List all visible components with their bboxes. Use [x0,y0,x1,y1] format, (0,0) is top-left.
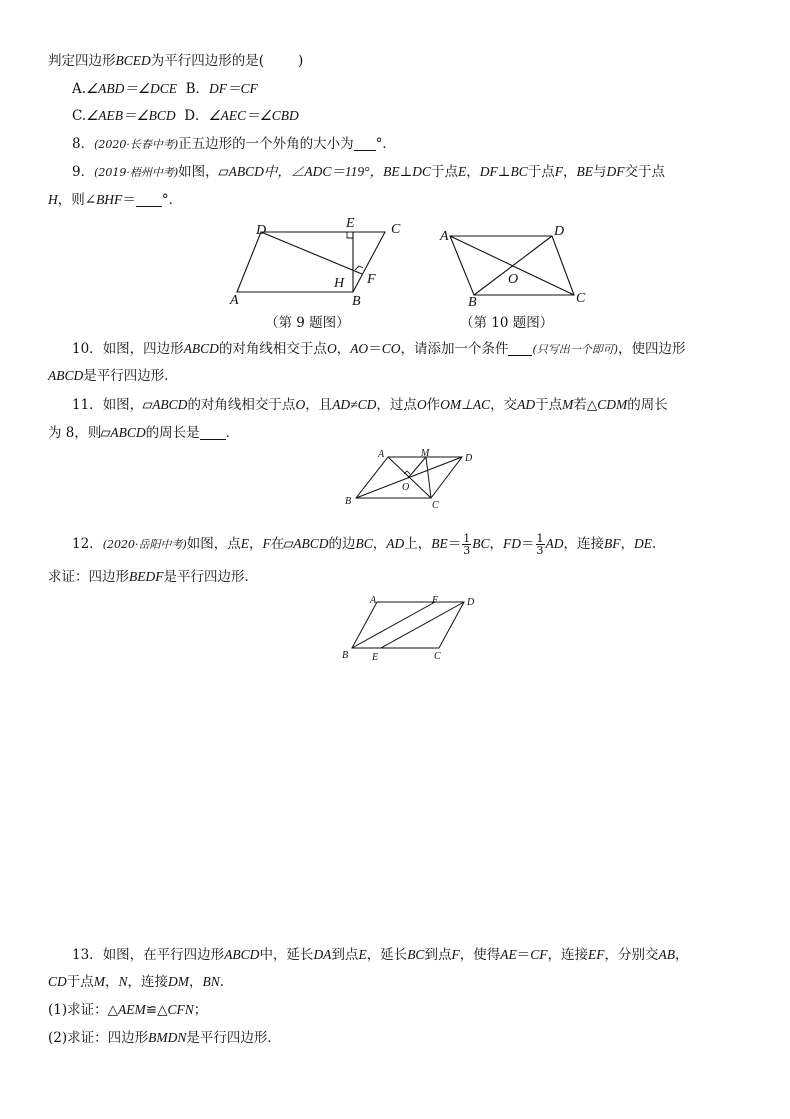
figure-9 [228,214,401,309]
q9-line2: H，则∠BHF＝ °． [48,192,183,208]
option-a-label: A. [72,81,87,97]
q13-part1: (1)求证：△AEM≌△CFN； [48,1002,208,1018]
q10-line2: ABCD是平行四边形． [48,368,178,384]
option-d-label: D． [184,108,209,124]
q7-options-cd [72,107,299,125]
label-h: H [334,276,345,291]
q11-line1: 11．如图， ABCD的对角线相交于点O，且AD≠CD，过点O作OM⊥AC，交AD于点M若△CDM的周长 [72,397,668,413]
parallelogram-icon [143,402,152,409]
label-b: B [468,295,477,310]
label-b: B [345,496,352,507]
option-a: ∠ABD＝∠DCE [86,81,177,96]
q13-line2: CD于点M，N，连接DM，BN. [48,974,225,990]
q7-options-ab [72,80,258,98]
figure-12 [336,591,486,663]
label-a: A [370,595,377,606]
label-e: E [372,652,379,663]
label-b: B [352,294,361,309]
label-c: C [576,291,586,306]
fraction-one-third: $\frac{1}{3}$ [463,532,471,557]
option-c: ∠AEB＝∠BCD [86,108,176,123]
label-a: A [440,229,449,244]
q12-line2: 求证：四边形BEDF是平行四边形． [48,569,258,585]
label-c: C [391,222,401,237]
q13-part2: (2)求证：四边形BMDN是平行四边形． [48,1030,281,1046]
q13-line1: 13．如图，在平行四边形ABCD中，延长DA到点E，延长BC到点F，使得AE＝CF，连接EF，分别交AB， [72,947,689,963]
label-b: B [342,650,349,661]
q9-line1: 9．(2019·梧州中考)如图， ABCD中，∠ADC＝119°，BE⊥DC于点E，DF⊥BC于点F，BE与DF交于点 [72,164,666,180]
fraction-one-third: $\frac{1}{3}$ [536,532,544,557]
label-a: A [230,293,239,308]
label-o: O [508,272,519,287]
q8: 8．(2020·长春中考)正五边形的一个外角的大小为 °． [72,136,396,152]
q12-line1: 12．(2020·岳阳中考)如图，点E，F在 ABCD的边BC，AD上，BE＝ $\frac{1}{3}$ BC，FD＝ $\frac{1}{3}$ AD，连接BF，DE. [72,532,657,557]
label-d: D [256,223,267,238]
option-d: ∠AEC＝∠CBD [208,108,299,123]
option-b: DF＝CF [209,81,258,96]
label-f: F [367,272,376,287]
figure-10-caption: （第 10 题图） [460,315,554,331]
parallelogram-icon [284,541,293,548]
label-d: D [554,224,565,239]
label-m: M [421,448,430,459]
figure-11 [340,446,480,510]
option-b-label: B． [185,81,210,97]
parallelogram-icon [219,169,228,176]
label-o: O [402,482,410,493]
parallelogram-icon [101,430,110,437]
label-a: A [378,449,385,460]
label-d: D [467,597,475,608]
option-c-label: C. [72,108,87,124]
figure-9-caption: （第 9 题图） [265,315,350,331]
label-d: D [465,453,473,464]
q7-stem: 判定四边形BCED为平行四边形的是( ) [48,53,304,69]
label-f: F [432,595,439,606]
figure-10 [436,222,596,310]
label-c: C [432,500,439,511]
q11-line2: 为 8，则 ABCD的周长是 ． [48,425,240,441]
label-e: E [346,216,355,231]
q10-line1: 10．如图，四边形ABCD的对角线相交于点O，AO＝CO，请添加一个条件 (只写出一个即可)，使四边形 [72,341,686,357]
label-c: C [434,651,441,662]
